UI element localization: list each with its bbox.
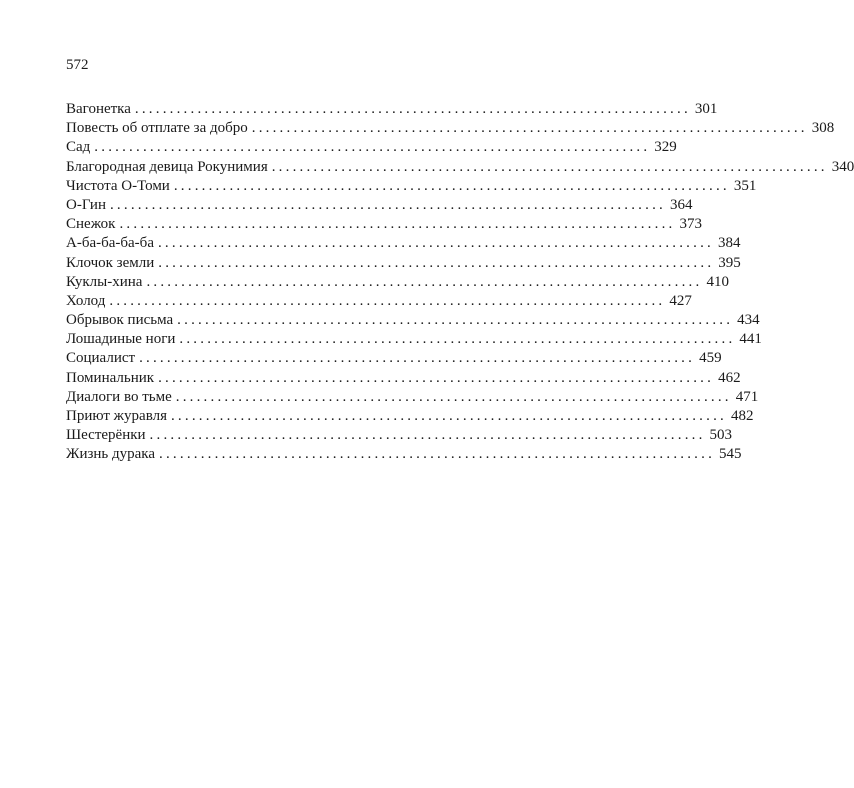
- toc-entry-page: 503: [709, 427, 733, 444]
- page-number: 572: [66, 57, 89, 73]
- toc-entry: [66, 369, 741, 388]
- toc-entry-page: 373: [679, 216, 702, 233]
- leader-dots: ................................................................................: [94, 139, 651, 156]
- toc-entry: [66, 349, 722, 368]
- leader-dots: ................................................................................: [109, 196, 666, 213]
- toc-entry-page: 482: [730, 408, 754, 424]
- toc-entry: [66, 138, 677, 157]
- toc-entry-page: 384: [717, 235, 741, 252]
- leader-dots: ................................................................................: [170, 408, 727, 424]
- toc-entry-title: Чистота О-Томи: [66, 177, 170, 194]
- toc-entry: [66, 254, 741, 273]
- toc-entry-title: Приют журавля: [66, 408, 167, 424]
- toc-entry-title: Вагонетка: [66, 101, 131, 117]
- toc-entry-title: Холод: [66, 292, 106, 309]
- toc-entry: [66, 196, 693, 215]
- toc-entry-page: 351: [733, 177, 757, 194]
- toc-entry-page: 364: [669, 196, 693, 213]
- toc-entry-title: Шестерёнки: [66, 427, 146, 444]
- toc-entry: [66, 100, 718, 119]
- toc-entry: [66, 158, 854, 177]
- toc-entry-title: А-ба-ба-ба-ба: [66, 235, 154, 252]
- leader-dots: ................................................................................: [139, 350, 696, 367]
- toc-entry-title: Сад: [66, 139, 91, 156]
- leader-dots: ................................................................................: [251, 120, 808, 137]
- toc-entry: [66, 311, 760, 330]
- toc-entry-title: Куклы-хина: [66, 273, 143, 290]
- leader-dots: ................................................................................: [146, 273, 703, 290]
- leader-dots: ................................................................................: [119, 216, 676, 233]
- toc-entry: [66, 292, 692, 311]
- toc-entry-title: Повесть об отплате за добро: [66, 120, 248, 137]
- toc-entry-page: 301: [694, 101, 718, 117]
- toc-entry-page: 427: [669, 292, 692, 309]
- toc-entry: [66, 426, 733, 445]
- leader-dots: ................................................................................: [109, 292, 666, 309]
- leader-dots: ................................................................................: [134, 101, 691, 117]
- toc-entry: [66, 177, 757, 196]
- toc-entry-title: Клочок земли: [66, 254, 155, 271]
- leader-dots: ................................................................................: [158, 254, 715, 271]
- toc-entry-page: 410: [706, 273, 729, 290]
- leader-dots: ................................................................................: [159, 446, 716, 463]
- toc-entry-title: Снежок: [66, 216, 116, 233]
- toc-entry-title: Обрывок письма: [66, 312, 174, 329]
- toc-entry: [66, 234, 741, 253]
- leader-dots: ................................................................................: [158, 369, 715, 386]
- toc-entry-title: О-Гин: [66, 196, 106, 213]
- toc-entry: [66, 330, 762, 349]
- toc-entry-page: 545: [719, 446, 742, 463]
- toc-entry-title: Благородная девица Рокунимия: [66, 158, 268, 175]
- toc-entry-page: 329: [654, 139, 677, 156]
- toc-entry-page: 395: [718, 254, 741, 271]
- toc-entry-page: 434: [737, 312, 760, 329]
- toc-entry-page: 340: [831, 158, 854, 175]
- toc-entry-title: Диалоги во тьме: [66, 388, 172, 405]
- leader-dots: ................................................................................: [175, 388, 732, 405]
- toc-entry-page: 459: [699, 350, 722, 367]
- toc-entry: [66, 388, 759, 407]
- leader-dots: ................................................................................: [179, 331, 736, 348]
- toc-entry: [66, 119, 835, 138]
- leader-dots: ................................................................................: [173, 177, 730, 194]
- toc-entry-page: 471: [735, 388, 759, 405]
- leader-dots: ................................................................................: [177, 312, 734, 329]
- leader-dots: ................................................................................: [149, 427, 706, 444]
- leader-dots: ................................................................................: [271, 158, 828, 175]
- toc-entry: [66, 215, 702, 234]
- toc-entry: [66, 407, 754, 426]
- toc-entry-title: Лошадиные ноги: [66, 331, 176, 348]
- leader-dots: ................................................................................: [157, 235, 714, 252]
- toc-entry-title: Поминальник: [66, 369, 155, 386]
- toc-entry: [66, 445, 742, 464]
- toc-entry-page: 462: [718, 369, 741, 386]
- toc-entry-title: Жизнь дурака: [66, 446, 156, 463]
- toc-entry-page: 441: [739, 331, 762, 348]
- toc-entry: [66, 273, 729, 292]
- table-of-contents: [66, 100, 854, 465]
- toc-entry-page: 308: [811, 120, 835, 137]
- toc-entry-title: Социалист: [66, 350, 136, 367]
